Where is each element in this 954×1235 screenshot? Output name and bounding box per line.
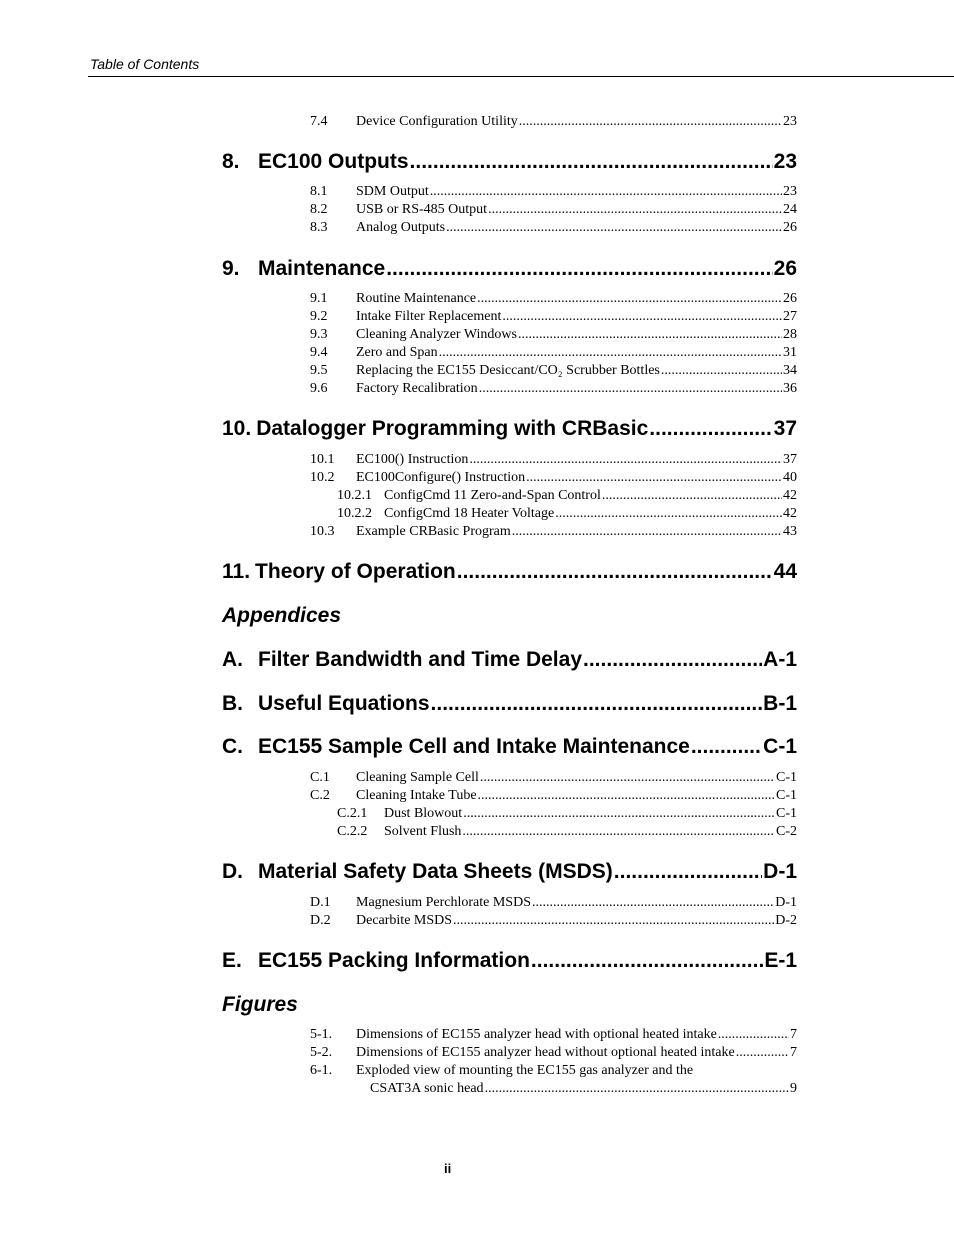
toc-entry-page: 27 <box>783 309 797 324</box>
toc-entry-number: E. <box>222 949 242 972</box>
dot-leader <box>477 291 782 307</box>
toc-entry-page: 24 <box>783 202 797 217</box>
toc-entry-title: Dimensions of EC155 analyzer head with optional heated intake <box>356 1027 717 1042</box>
toc-entry-number: 10.2.1 <box>337 488 372 503</box>
dot-leader <box>463 806 775 822</box>
toc-entry-number: 9.3 <box>310 327 328 342</box>
toc-entry-page: 23 <box>773 150 797 173</box>
toc-entry-9-4[interactable] <box>310 345 797 361</box>
toc-entry-number: 9.5 <box>310 363 328 378</box>
toc-entry-page: 7 <box>790 1045 797 1060</box>
toc-entry-c-2[interactable] <box>310 788 797 804</box>
toc-entry-9-6[interactable] <box>310 381 797 397</box>
section-heading-appendices: Appendices <box>222 604 342 627</box>
toc-entry-title: EC155 Sample Cell and Intake Maintenance <box>258 735 690 758</box>
toc-entry-c-2-1[interactable] <box>337 806 797 822</box>
toc-entry-number: 9.2 <box>310 309 328 324</box>
page-number: ii <box>444 1161 452 1176</box>
dot-leader <box>386 257 772 281</box>
toc-entry-page: 7 <box>790 1027 797 1042</box>
toc-entry-number: 9.1 <box>310 291 328 306</box>
toc-entry-number: 9.4 <box>310 345 328 360</box>
toc-entry-10-2-2[interactable] <box>337 506 797 522</box>
toc-entry-number: C. <box>222 735 243 758</box>
toc-entry-10-1[interactable] <box>310 452 797 468</box>
toc-entry-title: Example CRBasic Program <box>356 524 511 539</box>
dot-leader <box>446 220 782 236</box>
toc-entry-page: 37 <box>773 417 797 440</box>
dot-leader <box>457 560 773 584</box>
dot-leader <box>649 417 772 441</box>
toc-entry-number: D.1 <box>310 895 331 910</box>
dot-leader <box>532 895 774 911</box>
toc-entry-title: Magnesium Perchlorate MSDS <box>356 895 531 910</box>
toc-entry-c-2-2[interactable] <box>337 824 797 840</box>
dot-leader <box>691 735 762 759</box>
toc-entry-d-1[interactable] <box>310 895 797 911</box>
toc-entry-title: Cleaning Intake Tube <box>356 788 477 803</box>
toc-entry-title: Solvent Flush <box>384 824 462 839</box>
toc-entry-title: SDM Output <box>356 184 429 199</box>
toc-chapter-c[interactable] <box>222 735 797 759</box>
toc-entry-page: C-1 <box>776 770 797 785</box>
toc-entry-8-2[interactable] <box>310 202 797 218</box>
toc-entry-title: Routine Maintenance <box>356 291 477 306</box>
toc-entry-9-1[interactable] <box>310 291 797 307</box>
toc-entry-number: D.2 <box>310 913 331 928</box>
toc-entry-number: 10.2.2 <box>337 506 372 521</box>
toc-entry-page: 28 <box>783 327 797 342</box>
toc-entry-number: 9.6 <box>310 381 328 396</box>
toc-entry-title: EC100 Outputs <box>258 150 409 173</box>
toc-entry-title: Useful Equations <box>258 692 430 715</box>
toc-entry-title: Theory of Operation <box>255 560 456 583</box>
toc-entry-continuation[interactable] <box>370 1081 797 1097</box>
dot-leader <box>519 114 782 130</box>
toc-entry-number: 8. <box>222 150 240 173</box>
toc-entry-page: C-1 <box>763 735 797 758</box>
dot-leader <box>478 788 775 804</box>
dot-leader <box>485 1081 789 1097</box>
toc-entry-page: B-1 <box>763 692 797 715</box>
toc-entry-title: Device Configuration Utility <box>356 114 518 129</box>
dot-leader <box>526 470 782 486</box>
dot-leader <box>718 1027 789 1043</box>
toc-entry-page: 26 <box>783 220 797 235</box>
toc-entry-number: 8.2 <box>310 202 328 217</box>
toc-chapter-a[interactable] <box>222 648 797 672</box>
dot-leader <box>431 692 763 716</box>
dot-leader <box>512 524 782 540</box>
toc-entry-d-2[interactable] <box>310 913 797 929</box>
toc-entry-page: 26 <box>773 257 797 280</box>
dot-leader <box>502 309 782 325</box>
toc-entry-page: D-1 <box>763 860 797 883</box>
dot-leader <box>439 345 782 361</box>
dot-leader <box>488 202 782 218</box>
toc-entry-8-1[interactable] <box>310 184 797 200</box>
toc-entry-number: C.2.2 <box>337 824 368 839</box>
toc-entry-title: Material Safety Data Sheets (MSDS) <box>258 860 613 883</box>
toc-entry-page: D-1 <box>775 895 797 910</box>
dot-leader <box>602 488 782 504</box>
toc-entry-number: 7.4 <box>310 114 328 129</box>
toc-entry-5-2[interactable] <box>310 1045 797 1061</box>
toc-entry-title: Analog Outputs <box>356 220 446 235</box>
toc-entry-number: C.2.1 <box>337 806 368 821</box>
toc-entry-number: 11. <box>222 560 251 583</box>
toc-entry-page: 23 <box>783 184 797 199</box>
toc-chapter-10[interactable] <box>222 417 797 441</box>
toc-entry-title: Filter Bandwidth and Time Delay <box>258 648 583 671</box>
toc-entry-number: C.1 <box>310 770 330 785</box>
toc-entry-title: Dimensions of EC155 analyzer head without optional heated intake <box>356 1045 735 1060</box>
toc-chapter-8[interactable] <box>222 150 797 174</box>
toc-entry-title: Decarbite MSDS <box>356 913 453 928</box>
toc-entry-page: 42 <box>783 488 797 503</box>
dot-leader <box>462 824 775 840</box>
dot-leader <box>518 327 782 343</box>
toc-entry-page: 31 <box>783 345 797 360</box>
toc-entry-page: 36 <box>783 381 797 396</box>
dot-leader <box>453 913 774 929</box>
toc-entry-page: 40 <box>783 470 797 485</box>
toc-entry-10-2[interactable] <box>310 470 797 486</box>
dot-leader <box>430 184 782 200</box>
toc-entry-title: Factory Recalibration <box>356 381 478 396</box>
toc-entry-9-3[interactable] <box>310 327 797 343</box>
toc-entry-title: Cleaning Analyzer Windows <box>356 327 517 342</box>
toc-entry-page: 9 <box>790 1081 797 1096</box>
toc-entry-page: E-1 <box>764 949 797 972</box>
toc-entry-title: Exploded view of mounting the EC155 gas analyzer and the <box>356 1063 694 1078</box>
toc-entry-page: 44 <box>773 560 797 583</box>
toc-entry-number: 9. <box>222 257 240 280</box>
toc-entry-7-4[interactable] <box>310 114 797 130</box>
toc-entry-number: 5-1. <box>310 1027 333 1042</box>
toc-entry-title: EC155 Packing Information <box>258 949 530 972</box>
dot-leader <box>410 150 773 174</box>
toc-entry-page: 26 <box>783 291 797 306</box>
toc-entry-page: 23 <box>783 114 797 129</box>
toc-entry-8-3[interactable] <box>310 220 797 236</box>
toc-entry-title: CSAT3A sonic head <box>370 1081 484 1096</box>
running-header: Table of Contents <box>90 56 200 72</box>
section-heading-figures: Figures <box>222 993 298 1016</box>
toc-entry-10-2-1[interactable] <box>337 488 797 504</box>
toc-entry-number: 10.1 <box>310 452 335 467</box>
dot-leader <box>469 452 782 468</box>
toc-entry-page: 37 <box>783 452 797 467</box>
toc-entry-title: EC100Configure() Instruction <box>356 470 526 485</box>
dot-leader <box>479 381 782 397</box>
toc-entry-number: 8.3 <box>310 220 328 235</box>
toc-entry-title: Replacing the EC155 Desiccant/CO₂ Scrubber Bottles <box>356 363 660 378</box>
toc-entry-5-1[interactable] <box>310 1027 797 1043</box>
toc-entry-number: B. <box>222 692 243 715</box>
dot-leader <box>661 363 782 379</box>
toc-entry-number: 10.2 <box>310 470 335 485</box>
toc-entry-page: C-2 <box>776 824 797 839</box>
toc-entry-page: 42 <box>783 506 797 521</box>
toc-chapter-b[interactable] <box>222 692 797 716</box>
dot-leader <box>480 770 775 786</box>
toc-entry-6-1[interactable] <box>310 1063 797 1079</box>
toc-entry-10-3[interactable] <box>310 524 797 540</box>
toc-entry-number: 10.3 <box>310 524 335 539</box>
toc-entry-number: 6-1. <box>310 1063 333 1078</box>
dot-leader <box>583 648 762 672</box>
toc-entry-page: C-1 <box>776 806 797 821</box>
toc-entry-title: Zero and Span <box>356 345 438 360</box>
toc-entry-page: 43 <box>783 524 797 539</box>
toc-entry-title: ConfigCmd 11 Zero-and-Span Control <box>384 488 601 503</box>
toc-entry-page: A-1 <box>763 648 797 671</box>
toc-entry-title: EC100() Instruction <box>356 452 469 467</box>
toc-entry-number: A. <box>222 648 243 671</box>
toc-entry-number: 8.1 <box>310 184 328 199</box>
toc-entry-number: D. <box>222 860 243 883</box>
toc-entry-9-5[interactable] <box>310 363 797 379</box>
toc-entry-title: Intake Filter Replacement <box>356 309 502 324</box>
dot-leader <box>614 860 762 884</box>
dot-leader <box>555 506 782 522</box>
toc-entry-number: 5-2. <box>310 1045 333 1060</box>
toc-chapter-e[interactable] <box>222 949 797 973</box>
dot-leader <box>736 1045 789 1061</box>
toc-entry-title: Dust Blowout <box>384 806 463 821</box>
dot-leader <box>531 949 763 973</box>
toc-entry-title: ConfigCmd 18 Heater Voltage <box>384 506 555 521</box>
toc-entry-9-2[interactable] <box>310 309 797 325</box>
toc-chapter-11[interactable] <box>222 560 797 584</box>
toc-entry-page: C-1 <box>776 788 797 803</box>
toc-entry-number: C.2 <box>310 788 330 803</box>
toc-entry-number: 10. <box>222 417 252 440</box>
toc-entry-title: Cleaning Sample Cell <box>356 770 479 785</box>
toc-entry-title: Datalogger Programming with CRBasic <box>256 417 649 440</box>
toc-entry-page: 34 <box>783 363 797 378</box>
toc-entry-c-1[interactable] <box>310 770 797 786</box>
toc-chapter-d[interactable] <box>222 860 797 884</box>
toc-entry-title: USB or RS-485 Output <box>356 202 488 217</box>
toc-entry-title: Maintenance <box>258 257 386 280</box>
toc-entry-page: D-2 <box>775 913 797 928</box>
toc-chapter-9[interactable] <box>222 257 797 281</box>
